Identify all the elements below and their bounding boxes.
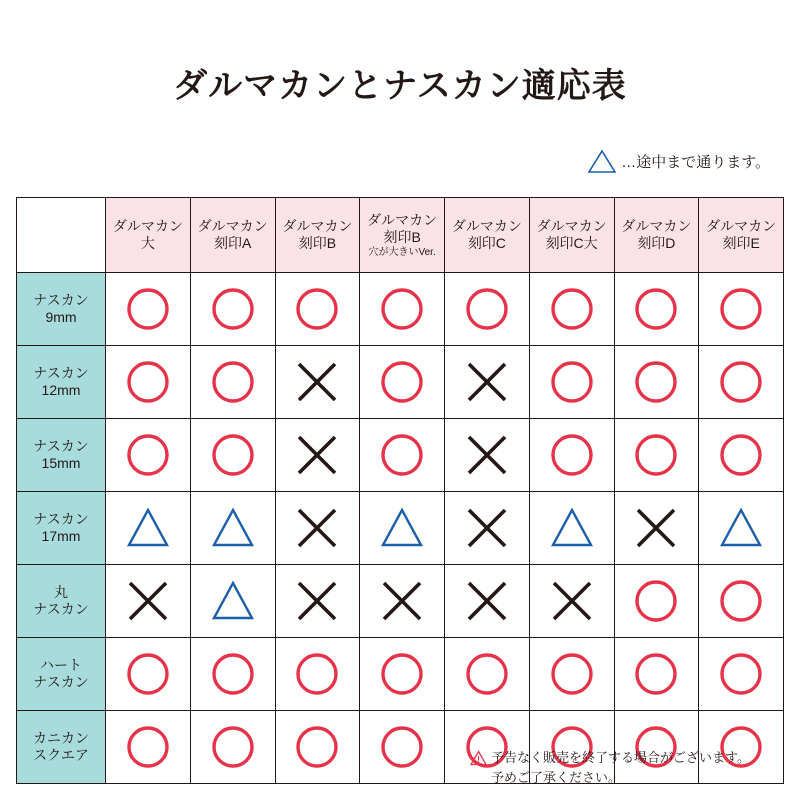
- row-header-line1: ナスカン: [33, 437, 89, 454]
- table-row: [17, 492, 784, 565]
- cell-r4-c7-circle: [699, 565, 784, 638]
- row-header-0: [17, 273, 106, 346]
- cell-r3-c6-cross: [614, 492, 699, 565]
- cell-r3-c2-cross: [275, 492, 360, 565]
- legend: [587, 148, 770, 174]
- cell-r1-c5-circle: [529, 346, 614, 419]
- cell-r2-c3-circle: [360, 419, 445, 492]
- column-header-line2: 刻印B: [383, 229, 421, 245]
- cell-r5-c7-circle: [699, 638, 784, 711]
- cell-r6-c2-circle: [275, 711, 360, 784]
- column-header-line2: 刻印C: [467, 235, 506, 251]
- column-header-0: [106, 198, 191, 273]
- row-header-line1: ナスカン: [33, 510, 89, 527]
- cell-r4-c2-cross: [275, 565, 360, 638]
- row-header-line2: ナスカン: [33, 601, 89, 617]
- cell-r0-c1-circle: [190, 273, 275, 346]
- cell-r1-c7-circle: [699, 346, 784, 419]
- table-row: [17, 419, 784, 492]
- column-header-sub: 穴が大きいVer.: [368, 246, 436, 258]
- footnote: [470, 748, 790, 787]
- cell-r4-c4-cross: [445, 565, 530, 638]
- footnote-line2: 予めご了承ください。: [491, 769, 622, 785]
- row-header-line2: 17mm: [41, 528, 81, 544]
- column-header-2: [275, 198, 360, 273]
- cell-r5-c4-circle: [445, 638, 530, 711]
- cell-r3-c5-triangle: [529, 492, 614, 565]
- cell-r2-c7-circle: [699, 419, 784, 492]
- legend-text: …途中まで通ります。: [621, 153, 770, 171]
- column-header-line1: ダルマカン: [197, 217, 268, 234]
- row-header-line2: 15mm: [41, 455, 81, 471]
- row-header-line1: カニカン: [33, 729, 89, 746]
- column-header-line1: ダルマカン: [621, 217, 692, 234]
- column-header-4: [445, 198, 530, 273]
- cell-r0-c5-circle: [529, 273, 614, 346]
- table-row: [17, 273, 784, 346]
- cell-r5-c6-circle: [614, 638, 699, 711]
- cell-r2-c5-circle: [529, 419, 614, 492]
- row-header-line1: ハート: [40, 656, 82, 673]
- row-header-line2: スクエア: [33, 747, 89, 763]
- column-header-line2: 刻印D: [637, 235, 676, 251]
- column-header-7: [699, 198, 784, 273]
- table-row: [17, 638, 784, 711]
- warning-icon: [470, 750, 487, 766]
- row-header-3: [17, 492, 106, 565]
- column-header-line1: ダルマカン: [706, 217, 777, 234]
- cell-r2-c1-circle: [190, 419, 275, 492]
- cell-r3-c3-triangle: [360, 492, 445, 565]
- cell-r2-c0-circle: [106, 419, 191, 492]
- row-header-line1: 丸: [54, 583, 68, 600]
- cell-r1-c6-circle: [614, 346, 699, 419]
- cell-r0-c4-circle: [445, 273, 530, 346]
- cell-r6-c1-circle: [190, 711, 275, 784]
- cell-r5-c2-circle: [275, 638, 360, 711]
- cell-r3-c1-triangle: [190, 492, 275, 565]
- cell-r0-c7-circle: [699, 273, 784, 346]
- column-header-line1: ダルマカン: [451, 217, 522, 234]
- footnote-line1: 予告なく販売を終了する場合がございます。: [491, 750, 750, 765]
- cell-r0-c2-circle: [275, 273, 360, 346]
- column-header-line1: ダルマカン: [367, 211, 438, 228]
- column-header-line2: 刻印C大: [545, 235, 598, 251]
- page-title: ダルマカンとナスカン適応表: [173, 67, 627, 105]
- cell-r5-c5-circle: [529, 638, 614, 711]
- cell-r3-c7-triangle: [699, 492, 784, 565]
- column-header-line2: 刻印B: [298, 235, 337, 251]
- cell-r0-c3-circle: [360, 273, 445, 346]
- cell-r4-c1-triangle: [190, 565, 275, 638]
- cell-r1-c4-cross: [445, 346, 530, 419]
- column-header-line2: 刻印E: [722, 235, 760, 251]
- table-corner-cell: [17, 198, 106, 273]
- table-row: [17, 346, 784, 419]
- cell-r1-c0-circle: [106, 346, 191, 419]
- row-header-line1: ナスカン: [33, 364, 89, 381]
- cell-r4-c3-cross: [360, 565, 445, 638]
- cell-r5-c1-circle: [190, 638, 275, 711]
- cell-r1-c3-circle: [360, 346, 445, 419]
- column-header-line1: ダルマカン: [112, 217, 183, 234]
- cell-r4-c5-cross: [529, 565, 614, 638]
- column-header-line2: 刻印A: [213, 235, 252, 251]
- cell-r5-c0-circle: [106, 638, 191, 711]
- compatibility-table: [16, 197, 784, 784]
- column-header-5: [529, 198, 614, 273]
- cell-r2-c4-cross: [445, 419, 530, 492]
- column-header-6: [614, 198, 699, 273]
- row-header-line2: 9mm: [45, 309, 77, 325]
- row-header-4: [17, 565, 106, 638]
- table-body: [17, 273, 784, 784]
- cell-r4-c0-cross: [106, 565, 191, 638]
- cell-r2-c6-circle: [614, 419, 699, 492]
- cell-r1-c1-circle: [190, 346, 275, 419]
- column-header-1: [190, 198, 275, 273]
- row-header-5: [17, 638, 106, 711]
- column-header-line2: 大: [140, 235, 155, 251]
- table-row: [17, 565, 784, 638]
- cell-r3-c4-cross: [445, 492, 530, 565]
- cell-r0-c6-circle: [614, 273, 699, 346]
- cell-r1-c2-cross: [275, 346, 360, 419]
- cell-r2-c2-cross: [275, 419, 360, 492]
- column-header-line1: ダルマカン: [536, 217, 607, 234]
- row-header-2: [17, 419, 106, 492]
- cell-r4-c6-circle: [614, 565, 699, 638]
- cell-r3-c0-triangle: [106, 492, 191, 565]
- row-header-1: [17, 346, 106, 419]
- cell-r0-c0-circle: [106, 273, 191, 346]
- cell-r5-c3-circle: [360, 638, 445, 711]
- row-header-line1: ナスカン: [33, 291, 89, 308]
- column-header-line1: ダルマカン: [282, 217, 353, 234]
- column-header-3: [360, 198, 445, 273]
- row-header-line2: 12mm: [41, 382, 81, 398]
- table-header-row: [17, 198, 784, 273]
- cell-r6-c0-circle: [106, 711, 191, 784]
- row-header-line2: ナスカン: [33, 674, 89, 690]
- triangle-icon: [587, 148, 617, 174]
- cell-r6-c3-circle: [360, 711, 445, 784]
- row-header-6: [17, 711, 106, 784]
